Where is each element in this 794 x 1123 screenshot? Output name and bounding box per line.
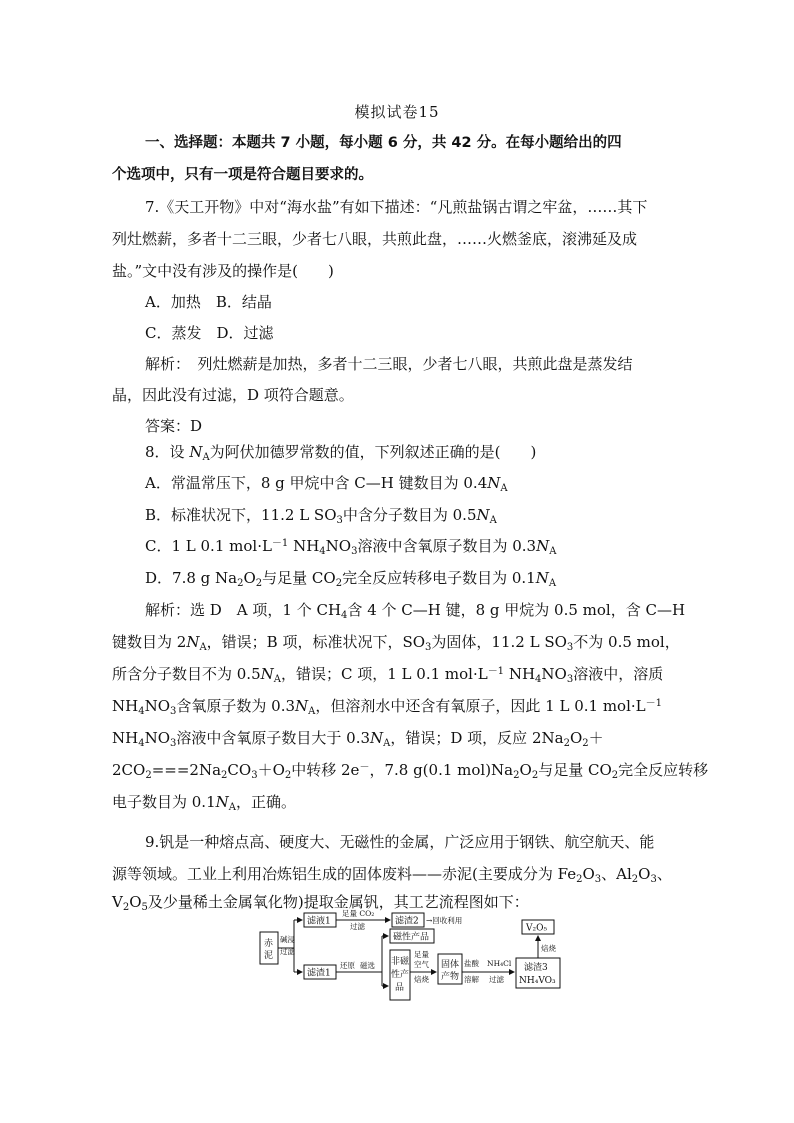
label-feicixing-3: 品 bbox=[395, 983, 405, 993]
label-huishou: →回收利用 bbox=[426, 916, 463, 925]
flowchart-svg bbox=[256, 906, 566, 1006]
q8-analysis-line-4: $NH_4NO_3$含氧原子数为 $0.3N_A$，但溶剂水中还含有氧原子，因此 1 L 0.1 $mol\cdot L^{-1}$ bbox=[112, 697, 662, 717]
q7-analysis-line-2: 晶，因此没有过滤，D 项符合题意。 bbox=[112, 386, 354, 404]
line-split-1 bbox=[278, 920, 294, 972]
q8-stem: 8．设 $N_A$为阿伏加德罗常数的值，下列叙述正确的是( ) bbox=[145, 443, 537, 463]
label-guolv-2: 过滤 bbox=[489, 975, 504, 984]
label-feicixing-1: 非磁 bbox=[391, 957, 410, 967]
label-beishao-2: 焙烧 bbox=[541, 944, 556, 953]
section-heading-line-2: 个选项中，只有一项是符合题目要求的。 bbox=[112, 167, 373, 183]
label-jianjin-1: 碱浸 bbox=[280, 935, 295, 944]
label-zuliang-co2: 足量 CO₂ bbox=[342, 909, 375, 918]
label-lvye1: 滤液1 bbox=[307, 916, 331, 927]
q7-stem-line-3: 盐。”文中没有涉及的操作是( ) bbox=[112, 262, 334, 280]
label-lvzha2: 滤渣2 bbox=[395, 916, 419, 927]
paper-title: 模拟试卷15 bbox=[354, 103, 440, 121]
q8-option-d: D．7.8 g $Na_2O_2$与足量 $CO_2$完全反应转移电子数目为 $0.1N_A$ bbox=[145, 569, 557, 589]
q8-option-a: A．常温常压下，8 g 甲烷中含 C—H 键数目为 $0.4N_A$ bbox=[145, 474, 508, 494]
q7-answer: 答案：D bbox=[145, 417, 203, 435]
label-chini-1: 赤 bbox=[264, 939, 274, 949]
q7-stem-line-1: 7.《天工开物》中对“海水盐”有如下描述：“凡煎盐锅古谓之牢盆，……其下 bbox=[145, 198, 648, 216]
q8-analysis-line-5: $NH_4NO_3$溶液中含氧原子数目大于 $0.3N_A$，错误；D 项，反应 $2Na_2O_2+$ bbox=[112, 729, 604, 749]
q9-stem-line-3: $V_2O_5$及少量稀土金属氧化物)提取金属钒，其工艺流程图如下： bbox=[112, 893, 529, 913]
q8-option-c: C．1 L 0.1 $mol\cdot L^{-1}$ $NH_4NO_3$溶液中含氧原子数目为 $0.3N_A$ bbox=[145, 537, 557, 557]
label-lvzha3: 滤渣3 bbox=[524, 963, 548, 973]
label-guti-2: 产物 bbox=[441, 972, 460, 982]
q9-stem-line-2: 源等领域。工业上利用冶炼铝生成的固体废料——赤泥(主要成分为 $Fe_2O_3$、$Al_2O_3$、 bbox=[112, 865, 672, 885]
q8-analysis-line-6: $2CO_2===2Na_2CO_3+O_2$中转移 2e－，7.8 g(0.1 $mol)Na_2O_2$与足量 $CO_2$完全反应转移 bbox=[112, 761, 709, 781]
label-yansuan-2: 溶解 bbox=[464, 975, 479, 984]
label-huanyuan: 还原 bbox=[340, 961, 355, 970]
label-nh4cl: NH₄Cl bbox=[487, 959, 512, 968]
q7-options-cd: C．蒸发 D．过滤 bbox=[145, 324, 274, 342]
label-cixing: 磁性产品 bbox=[393, 932, 430, 943]
label-nh4vo3: NH₄VO₃ bbox=[519, 976, 556, 986]
label-lvzha1: 滤渣1 bbox=[307, 968, 331, 979]
label-beishao-1: 焙烧 bbox=[414, 975, 429, 984]
label-kongqi-1: 足量 bbox=[414, 950, 429, 959]
section-heading-line-1: 一、选择题：本题共 7 小题，每小题 6 分，共 42 分。在每小题给出的四 bbox=[145, 135, 622, 151]
label-guolv-1: 过滤 bbox=[350, 922, 365, 931]
q7-options-ab: A．加热 B．结晶 bbox=[145, 293, 272, 311]
q7-stem-line-2: 列灶燃薪，多者十二三眼，少者七八眼，共煎此盘，……火燃釜底，滚沸延及成 bbox=[112, 230, 638, 248]
q8-option-b: B．标准状况下，11.2 L $SO_3$中含分子数目为 $0.5N_A$ bbox=[145, 506, 497, 526]
q8-analysis-line-1: 解析：选 D A 项，1 个 $CH_4$含 4 个 C—H 键，8 g 甲烷为 0.5 mol，含 C—H bbox=[145, 601, 686, 621]
q8-analysis-line-3: 所含分子数目不为 $0.5N_A$，错误；C 项，1 L 0.1 $mol\cdot L^{-1}$ $NH_4NO_3$溶液中，溶质 bbox=[112, 665, 664, 685]
label-feicixing-2: 性产 bbox=[391, 970, 410, 980]
label-yansuan-1: 盐酸 bbox=[464, 959, 479, 968]
label-guti-1: 固体 bbox=[441, 960, 460, 970]
label-jianjin-2: 过滤 bbox=[280, 947, 295, 956]
label-chini-2: 泥 bbox=[264, 951, 274, 961]
label-kongqi-2: 空气 bbox=[414, 960, 429, 969]
label-v2o5: V₂O₅ bbox=[526, 923, 548, 934]
q9-stem-line-1: 9.钒是一种熔点高、硬度大、无磁性的金属，广泛应用于钢铁、航空航天、能 bbox=[145, 833, 655, 851]
q8-analysis-line-2: 键数目为 $2N_A$，错误；B 项，标准状况下，$SO_3$为固体，11.2 L $SO_3$不为 0.5 mol， bbox=[112, 633, 680, 653]
q7-analysis-line-1: 解析： 列灶燃薪是加热，多者十二三眼，少者七八眼，共煎此盘是蒸发结 bbox=[145, 355, 633, 373]
q8-analysis-line-7: 电子数目为 $0.1N_A$，正确。 bbox=[112, 793, 296, 813]
label-cixuan: 磁选 bbox=[360, 961, 375, 970]
process-flowchart bbox=[256, 906, 566, 1006]
